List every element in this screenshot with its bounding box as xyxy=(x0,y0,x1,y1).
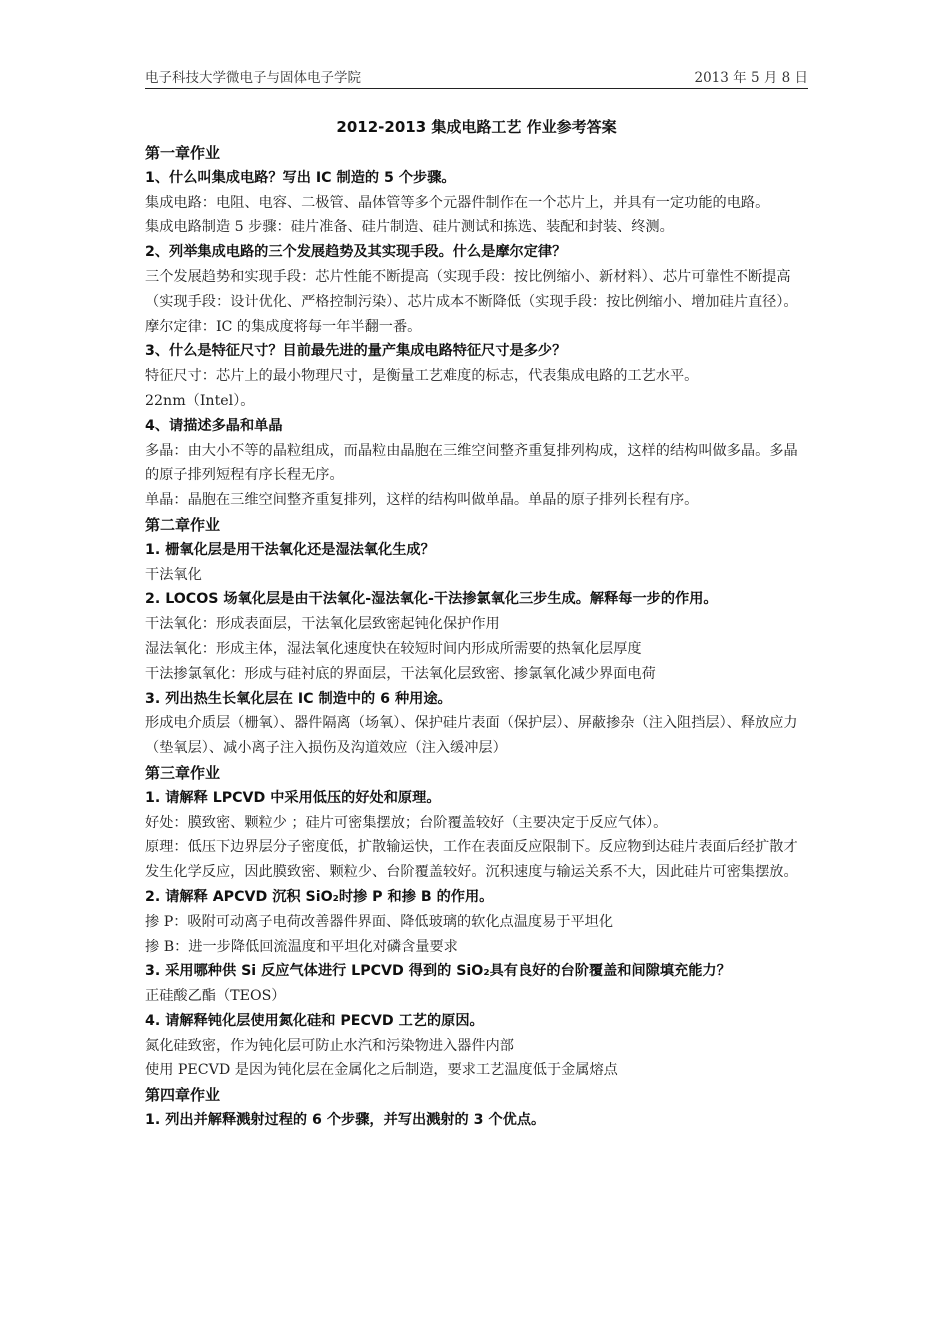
question-text: 3. 采用哪种供 Si 反应气体进行 LPCVD 得到的 SiO₂具有良好的台阶覆盖和间隙填充能力？ xyxy=(145,963,731,980)
answer-text: 使用 PECVD 是因为钝化层在金属化之后制造，要求工艺温度低于金属熔点 xyxy=(145,1062,618,1079)
document-sections xyxy=(145,141,808,1133)
chapter-heading: 第一章作业 xyxy=(145,144,221,162)
answer-text: 湿法氧化：形成主体，湿法氧化速度快在较短时间内形成所需要的热氧化层厚度 xyxy=(145,640,642,657)
question-text: 3、什么是特征尺寸？目前最先进的量产集成电路特征尺寸是多少？ xyxy=(145,343,567,360)
question-text: 3. 列出热生长氧化层在 IC 制造中的 6 种用途。 xyxy=(145,690,452,707)
document-body xyxy=(145,115,808,1133)
answer-text: 掺 B：进一步降低回流温度和平坦化对磷含量要求 xyxy=(145,938,458,955)
chapter-heading: 第四章作业 xyxy=(145,1086,221,1105)
answer-text: 掺 P：吸附可动离子电荷改善器件界面、降低玻璃的软化点温度易于平坦化 xyxy=(145,913,614,930)
answer-text: 干法氧化：形成表面层，干法氧化层致密起钝化保护作用 xyxy=(145,616,500,633)
question-text: 4、请描述多晶和单晶 xyxy=(145,417,283,434)
answer-text: 干法掺氯氧化：形成与硅衬底的界面层，干法氧化层致密、掺氯氧化减少界面电荷 xyxy=(145,665,656,682)
answer-text: 集成电路：电阻、电容、二极管、晶体管等多个元器件制作在一个芯片上，并具有一定功能的电路。 xyxy=(145,194,770,211)
question-text: 1、什么叫集成电路？写出 IC 制造的 5 个步骤。 xyxy=(145,169,456,186)
answer-text: 22nm（Intel）。 xyxy=(145,392,255,409)
answer-text: 好处：膜致密、颗粒少 ；硅片可密集摆放；台阶覆盖较好（主要决定于反应气体）。 xyxy=(145,814,668,831)
question-text: 2、列举集成电路的三个发展趋势及其实现手段。什么是摩尔定律？ xyxy=(145,244,567,261)
page-header xyxy=(145,66,808,89)
chapter-heading: 第二章作业 xyxy=(145,515,221,534)
question-text: 1. 列出并解释溅射过程的 6 个步骤，并写出溅射的 3 个优点。 xyxy=(145,1112,546,1129)
question-text: 1. 栅氧化层是用干法氧化还是湿法氧化生成？ xyxy=(145,541,435,558)
answer-text: 形成电介质层（栅氧）、器件隔离（场氧）、保护硅片表面（保护层）、屏蔽掺杂（注入阻挡层）、释放应力（垫氧层）、减小离子注入损伤及沟道效应（注入缓冲层） xyxy=(145,715,798,757)
document-title: 2012-2013 集成电路工艺 作业参考答案 xyxy=(336,118,617,136)
answer-text: 原理：低压下边界层分子密度低，扩散输运快，工作在表面反应限制下。反应物到达硅片表面后经扩散才发生化学反应，因此膜致密、颗粒少、台阶覆盖较好。沉积速度与输运关系不大，因此硅片可密集摆放。 xyxy=(145,839,798,881)
answer-text: 摩尔定律：IC 的集成度将每一年半翻一番。 xyxy=(145,318,422,335)
answer-text: 氮化硅致密，作为钝化层可防止水汽和污染物进入器件内部 xyxy=(145,1037,514,1054)
question-text: 2. 请解释 APCVD 沉积 SiO₂时掺 P 和掺 B 的作用。 xyxy=(145,888,494,905)
answer-text: 单晶：晶胞在三维空间整齐重复排列，这样的结构叫做单晶。单晶的原子排列长程有序。 xyxy=(145,492,699,509)
header-institution: 电子科技大学微电子与固体电子学院 xyxy=(145,70,361,86)
header-date: 2013 年 5 月 8 日 xyxy=(694,70,808,86)
question-text: 4. 请解释钝化层使用氮化硅和 PECVD 工艺的原因。 xyxy=(145,1012,484,1029)
answer-text: 三个发展趋势和实现手段：芯片性能不断提高（实现手段：按比例缩小、新材料）、芯片可靠性不断提高（实现手段：设计优化、严格控制污染）、芯片成本不断降低（实现手段：按比例缩小、增加硅片直径）。 xyxy=(145,268,798,310)
question-text: 1. 请解释 LPCVD 中采用低压的好处和原理。 xyxy=(145,789,441,806)
answer-text: 特征尺寸：芯片上的最小物理尺寸，是衡量工艺难度的标志，代表集成电路的工艺水平。 xyxy=(145,368,699,385)
chapter-heading: 第三章作业 xyxy=(145,763,221,782)
answer-text: 干法氧化 xyxy=(145,566,202,583)
answer-text: 多晶：由大小不等的晶粒组成，而晶粒由晶胞在三维空间整齐重复排列构成，这样的结构叫做多晶。多晶的原子排列短程有序长程无序。 xyxy=(145,442,798,484)
answer-text: 正硅酸乙酯（TEOS） xyxy=(145,988,286,1005)
answer-text: 集成电路制造 5 步骤：硅片准备、硅片制造、硅片测试和拣选、装配和封装、终测。 xyxy=(145,219,674,236)
question-text: 2. LOCOS 场氧化层是由干法氧化-湿法氧化-干法掺氯氧化三步生成。解释每一步的作用。 xyxy=(145,591,718,608)
